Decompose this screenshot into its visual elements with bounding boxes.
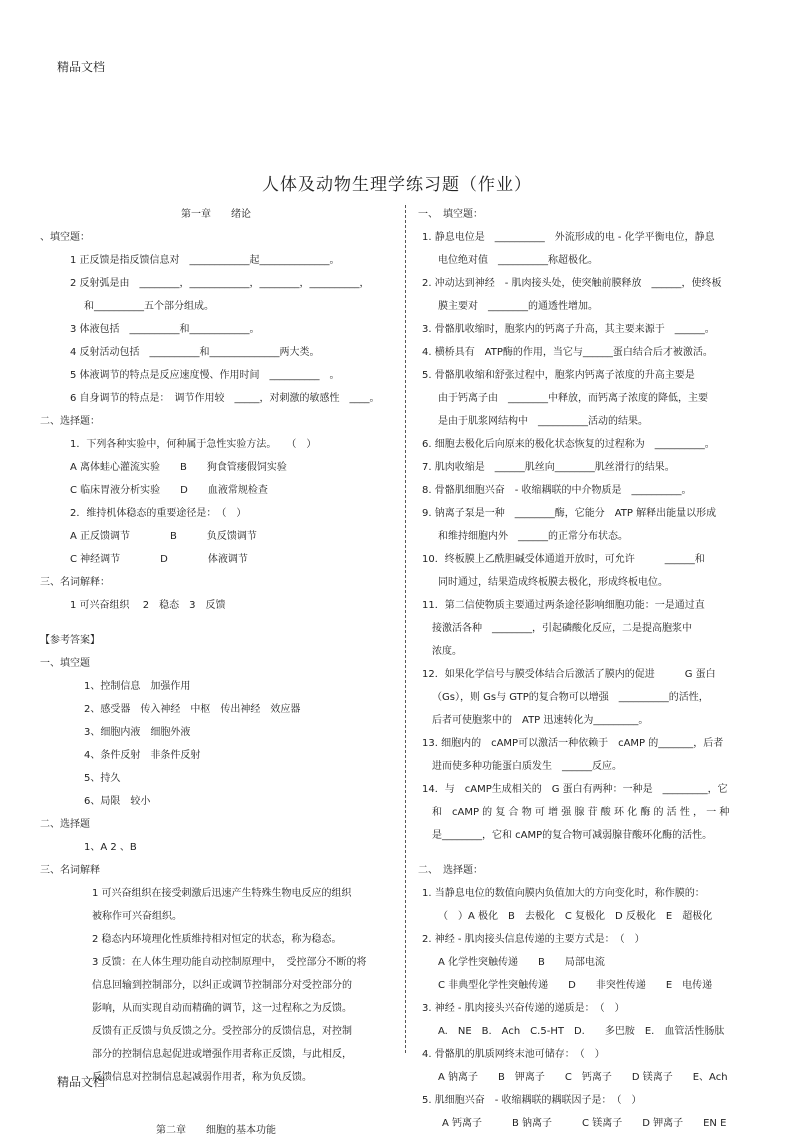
text-line: 二、选择题 <box>40 819 90 830</box>
text-line: C 非典型化学性突触传递 D 非突性传递 E 电传递 <box>438 980 713 991</box>
text-line: （ ）A 极化 B 去极化 C 复极化 D 反极化 E 超极化 <box>438 911 713 922</box>
text-line: 2、感受器 传入神经 中枢 传出神经 效应器 <box>84 704 301 715</box>
text-line: A 钠离子 B 钾离子 C 钙离子 D 镁离子 E、Ach <box>438 1072 728 1083</box>
text-line: 同时通过，结果造成终板膜去极化，形成终板电位。 <box>438 577 668 588</box>
text-line: 电位绝对值 __________称超极化。 <box>438 255 598 266</box>
text-line: 3 反馈：在人体生理功能自动控制原理中， 受控部分不断的将 <box>92 957 367 968</box>
text-line: 和维持细胞内外 ______的正常分布状态。 <box>438 531 628 542</box>
text-line: 一、填空题 <box>40 658 90 669</box>
text-line: 3 体液包括 __________和____________。 <box>70 324 260 335</box>
text-line: 4 反射活动包括 __________和______________两大类。 <box>70 347 320 358</box>
text-line: 部分的控制信息起促进或增强作用者称正反馈，与此相反， <box>92 1049 352 1060</box>
text-line: 6 自身调节的特点是： 调节作用较 _____，对刺激的敏感性 ____。 <box>70 393 380 404</box>
text-line: 6. 细胞去极化后向原来的极化状态恢复的过程称为 __________。 <box>422 439 715 450</box>
right-column <box>418 203 764 1135</box>
text-line: 2 反射弧是由 ________，____________，________，__________， <box>70 278 370 289</box>
text-line: 7. 肌肉收缩是 ______肌丝向________肌丝滑行的结果。 <box>422 462 675 473</box>
text-line: 6、局限 较小 <box>84 796 151 807</box>
text-line: 进而使多种功能蛋白质发生 ______反应。 <box>432 761 622 772</box>
text-line: 和__________五个部分组成。 <box>84 301 214 312</box>
text-line: 是________，它和 cAMP的复合物可减弱腺苷酸环化酶的活性。 <box>432 830 713 841</box>
text-line: 5、持久 <box>84 773 121 784</box>
text-line: C 临床胃液分析实验 D 血液常规检查 <box>70 485 268 496</box>
text-line: 4. 骨骼肌的肌质网终末池可储存： （ ） <box>422 1049 605 1060</box>
text-line: 影响，从而实现自动而精确的调节，这一过程称之为反馈。 <box>92 1003 352 1014</box>
text-line: 一、 填空题： <box>418 209 483 220</box>
text-line: 第二章 细胞的基本功能 <box>156 1125 276 1136</box>
text-line <box>418 847 764 859</box>
text-line: A. NE B. Ach C.5-HT D. 多巴胺 E. 血管活性肠肽 <box>438 1026 725 1037</box>
column-divider <box>405 205 406 1053</box>
text-line: 10．终板膜上乙酰胆碱受体通道开放时，可允许 ______和 <box>422 554 705 565</box>
text-line: 被称作可兴奋组织。 <box>92 911 182 922</box>
text-line: 反馈信息对控制信息起减弱作用者，称为负反馈。 <box>92 1072 312 1083</box>
text-line: 、填空题： <box>40 232 90 243</box>
text-line: 反馈有正反馈与负反馈之分。受控部分的反馈信息，对控制 <box>92 1026 352 1037</box>
text-line: 【参考答案】 <box>40 635 100 646</box>
text-line: 2. 冲动达到神经 - 肌肉接头处，使突触前膜释放 ______，使终板 <box>422 278 722 289</box>
document-title: 人体及动物生理学练习题（作业） <box>262 175 532 195</box>
page-header: 精品文档 <box>57 60 106 74</box>
text-line <box>40 617 392 629</box>
text-line: 9. 钠离子泵是一种 ________酶，它能分 ATP 解释出能量以形成 <box>422 508 717 519</box>
text-line: 14．与 cAMP生成相关的 G 蛋白有两种：一种是 _________，它 <box>422 784 728 795</box>
text-line: 膜主要对 ________的通透性增加。 <box>438 301 598 312</box>
text-line: 1、A 2 、B <box>84 842 137 853</box>
text-line: 3. 神经 - 肌肉接头兴奋传递的递质是： （ ） <box>422 1003 625 1014</box>
text-line: A 钙离子 B 钠离子 C 镁离子 D 钾离子 EN E <box>432 1118 727 1129</box>
text-line: 三、名词解释： <box>40 577 110 588</box>
text-line: （Gs），则 Gs与 GTP的复合物可以增强 __________的活性， <box>432 692 709 703</box>
text-line: 5 体液调节的特点是反应速度慢、作用时间 __________ 。 <box>70 370 340 381</box>
left-column <box>40 203 392 1142</box>
text-line: 1 正反馈是指反馈信息对 ____________起______________。 <box>70 255 340 266</box>
text-line: 2 稳态内环境理化性质维持相对恒定的状态，称为稳态。 <box>92 934 342 945</box>
text-line: 1、控制信息 加强作用 <box>84 681 191 692</box>
text-line: A 化学性突触传递 B 局部电流 <box>438 957 605 968</box>
text-line: 1. 当静息电位的数值向膜内负值加大的方向变化时，称作膜的： <box>422 888 705 899</box>
text-line: 4. 横桥具有 ATP酶的作用，当它与______蛋白结合后才被激活。 <box>422 347 713 358</box>
text-line: 浓度。 <box>432 646 462 657</box>
text-line: 和 cAMP 的 复 合 物 可 增 强 腺 苷 酸 环 化 酶 的 活 性 ， 一 种 <box>432 807 730 818</box>
text-line: 5. 肌细胞兴奋 - 收缩耦联的耦联因子是： （ ） <box>422 1095 642 1106</box>
text-line: C 神经调节 D 体液调节 <box>70 554 248 565</box>
text-line: 1. 静息电位是 __________ 外流形成的电 - 化学平衡电位，静息 <box>422 232 715 243</box>
text-line: 2. 神经 - 肌肉接头信息传递的主要方式是： （ ） <box>422 934 645 945</box>
text-line: 13. 细胞内的 cAMP可以激活一种依赖于 cAMP 的_______，后者 <box>422 738 724 749</box>
text-line: 二、选择题： <box>40 416 100 427</box>
text-line: 是由于肌浆网结构中 __________活动的结果。 <box>438 416 648 427</box>
text-line: 11．第二信使物质主要通过两条途径影响细胞功能：一是通过直 <box>422 600 705 611</box>
text-line: 1 可兴奋组织 2 稳态 3 反馈 <box>70 600 226 611</box>
text-line: 由于钙离子由 ________中释放，而钙离子浓度的降低，主要 <box>438 393 708 404</box>
text-line: 1．下列各种实验中，何种属于急性实验方法。 （ ） <box>70 439 317 450</box>
text-line: 3. 骨骼肌收缩时，胞浆内的钙离子升高，其主要来源于 ______。 <box>422 324 715 335</box>
text-line: 5. 骨骼肌收缩和舒张过程中，胞浆内钙离子浓度的升高主要是 <box>422 370 695 381</box>
text-line: 接激活各种 ________，引起磷酸化反应，二是提高胞浆中 <box>432 623 692 634</box>
text-line: 12．如果化学信号与膜受体结合后激活了膜内的促进 G 蛋白 <box>422 669 716 680</box>
text-line: A 正反馈调节 B 负反馈调节 <box>70 531 257 542</box>
text-line: 后者可使胞浆中的 ATP 迅速转化为_________。 <box>432 715 649 726</box>
text-line: 信息回输到控制部分，以纠正或调节控制部分对受控部分的 <box>92 980 352 991</box>
text-line: 第一章 绪论 <box>181 209 251 220</box>
text-line: 三、名词解释 <box>40 865 100 876</box>
page-footer: 精品文档 <box>57 1075 106 1089</box>
text-line: 2．维持机体稳态的重要途径是： （ ） <box>70 508 247 519</box>
text-line: A 离体蛙心灌流实验 B 狗食管瘘假饲实验 <box>70 462 287 473</box>
text-line: 二、 选择题： <box>418 865 483 876</box>
text-line: 8. 骨骼肌细胞兴奋 - 收缩耦联的中介物质是 __________。 <box>422 485 692 496</box>
text-line <box>40 1089 392 1119</box>
text-line: 1 可兴奋组织在接受刺激后迅速产生特殊生物电反应的组织 <box>92 888 352 899</box>
text-line: 4、条件反射 非条件反射 <box>84 750 201 761</box>
text-line: 3、细胞内液 细胞外液 <box>84 727 191 738</box>
